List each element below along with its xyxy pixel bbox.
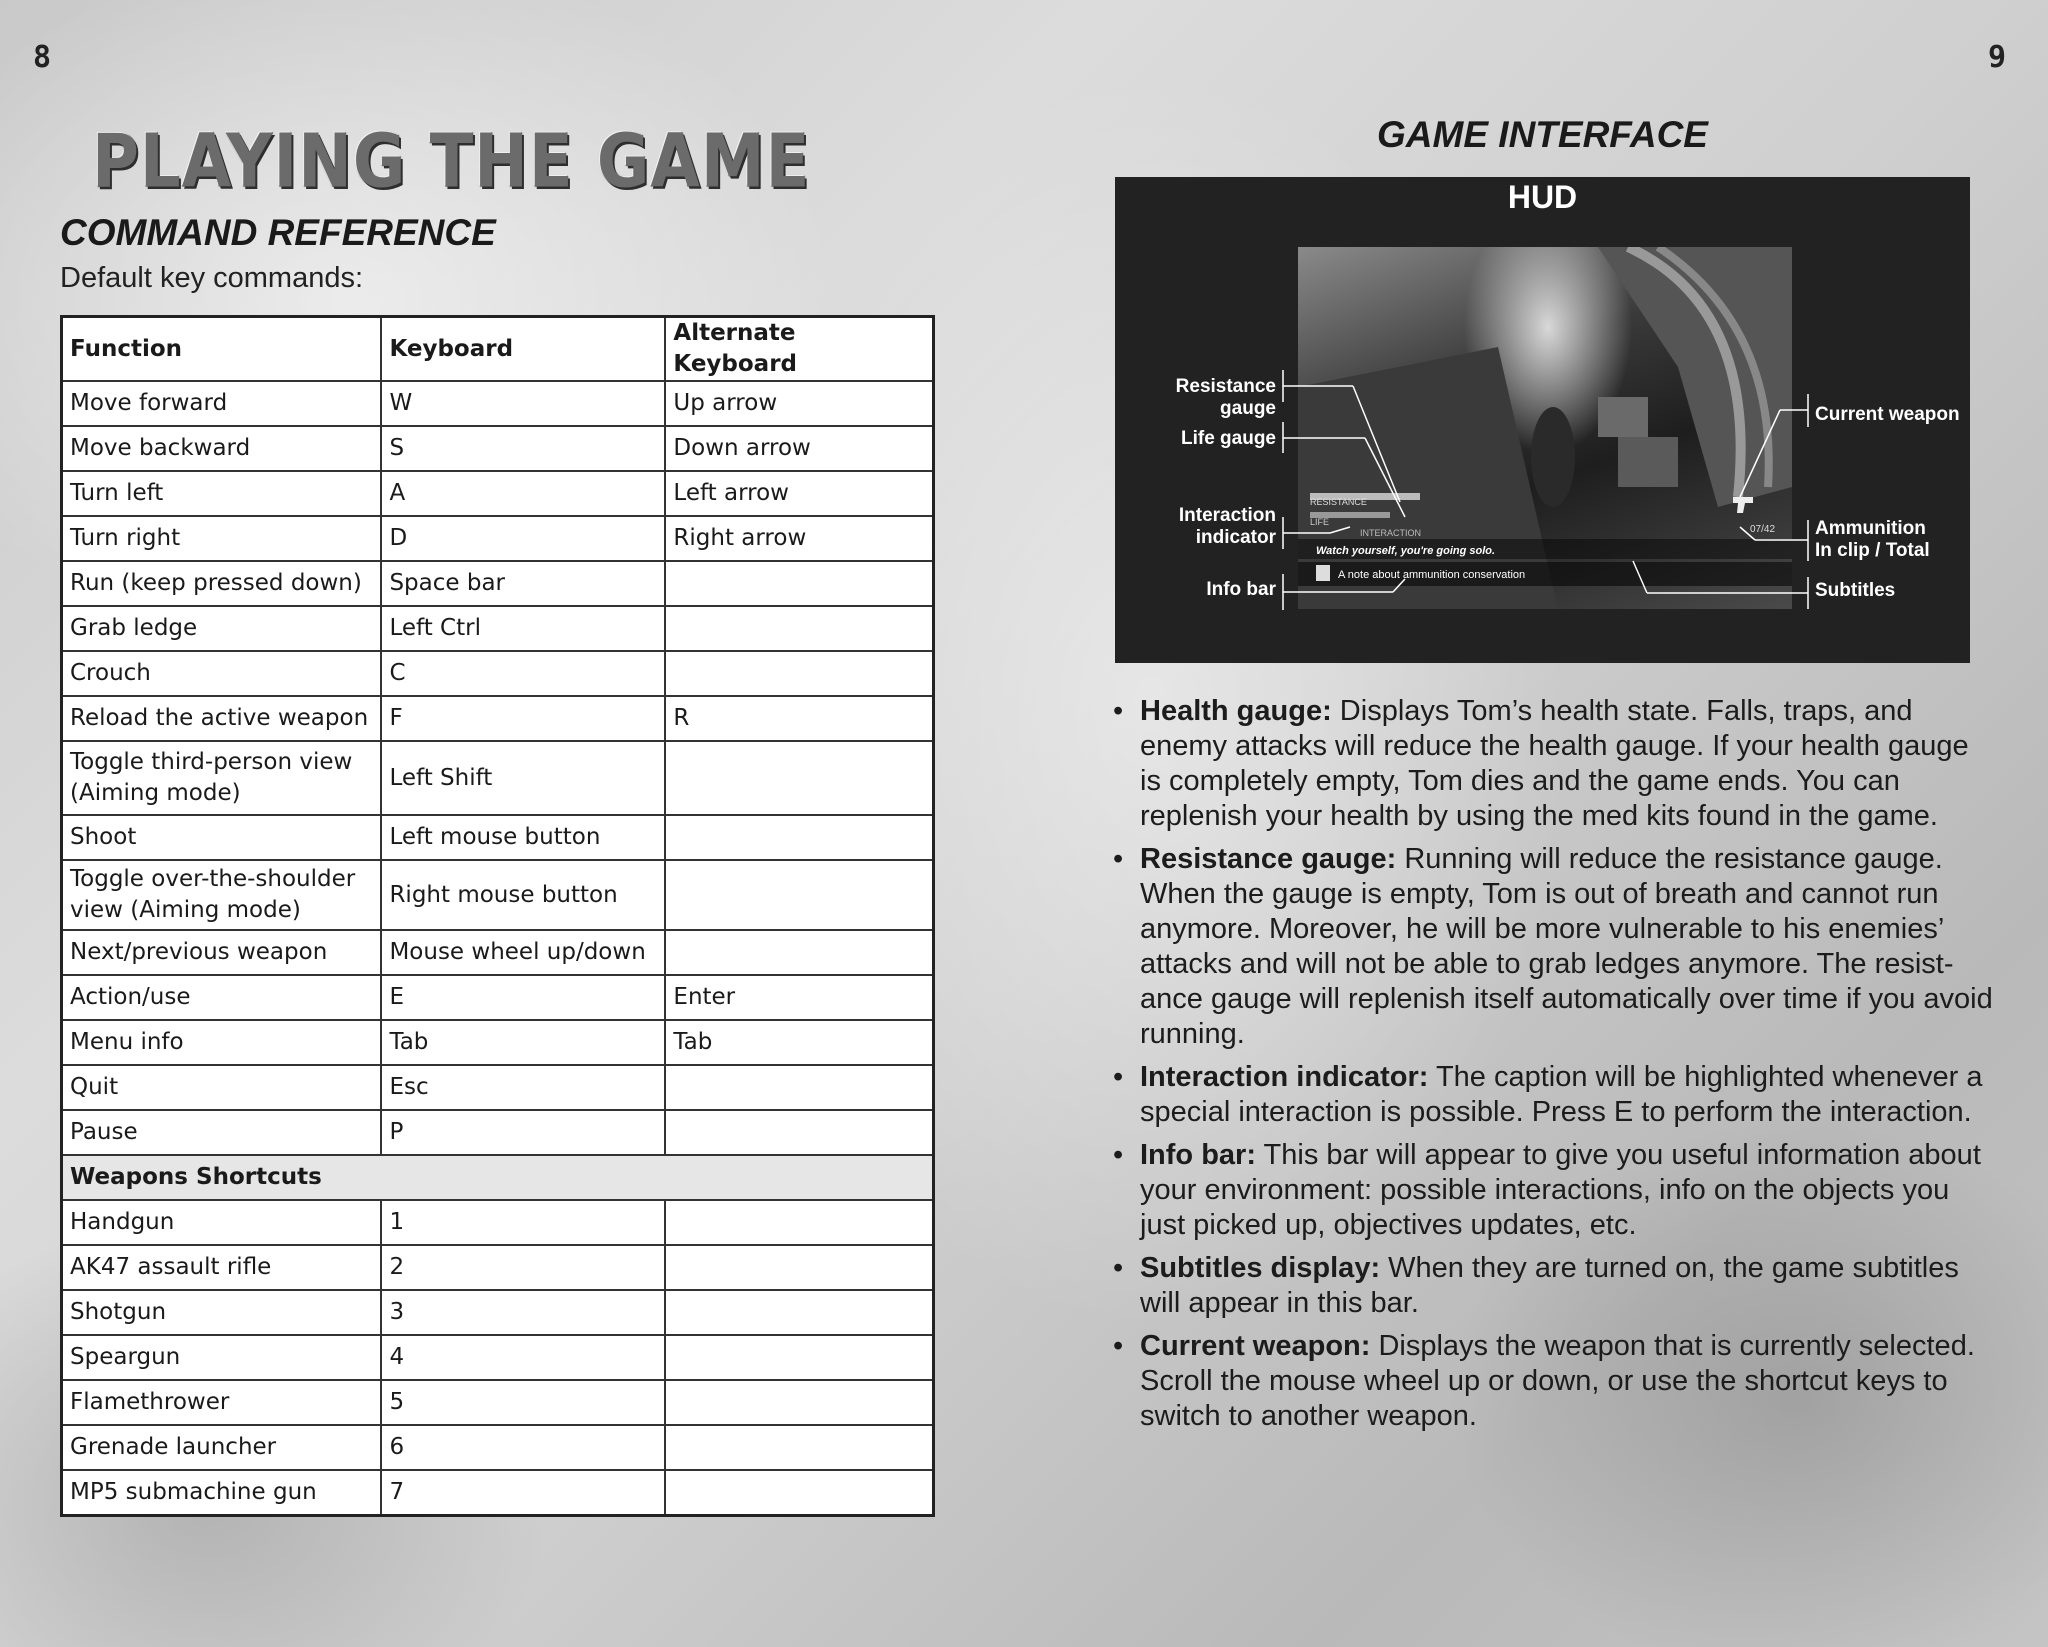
callout-line — [1393, 579, 1405, 592]
hud-label-current-weapon: Current weapon — [1815, 404, 1960, 425]
table-row — [62, 1200, 934, 1245]
cell-keyboard: Left Shift — [381, 741, 665, 815]
cell-keyboard: F — [381, 696, 665, 741]
cell-keyboard: Tab — [381, 1020, 665, 1065]
cell-keyboard: P — [381, 1110, 665, 1155]
table-row — [62, 741, 934, 815]
page-number-left: 8 — [33, 40, 52, 75]
list-item — [1113, 1060, 1993, 1130]
screen-resistance-label: RESISTANCE — [1310, 497, 1367, 507]
callout-line — [1633, 561, 1647, 593]
cell-keyboard: 7 — [381, 1470, 665, 1516]
table-row — [62, 975, 934, 1020]
cell-function: Shoot — [62, 815, 382, 860]
cell-keyboard: A — [381, 471, 665, 516]
cell-keyboard: 4 — [381, 1335, 665, 1380]
header-keyboard: Keyboard — [381, 317, 665, 382]
hud-label-info-bar: Info bar — [1206, 579, 1276, 600]
cell-function: Handgun — [62, 1200, 382, 1245]
table-intro: Default key commands: — [60, 262, 364, 294]
cell-function: AK47 assault rifle — [62, 1245, 382, 1290]
bullet-term: Resistance gauge: — [1140, 843, 1397, 875]
hud-label-resistance-gauge: Resistance gauge — [1175, 376, 1276, 419]
cell-alternate — [665, 1335, 933, 1380]
cell-keyboard: Space bar — [381, 561, 665, 606]
cell-function: Quit — [62, 1065, 382, 1110]
hud-label-subtitles: Subtitles — [1815, 580, 1896, 601]
table-row — [62, 651, 934, 696]
cell-function: Grenade launcher — [62, 1425, 382, 1470]
list-item — [1113, 1251, 1993, 1321]
screen-life-label: LIFE — [1310, 517, 1330, 527]
table-row — [62, 1290, 934, 1335]
cell-function: Action/use — [62, 975, 382, 1020]
cell-alternate — [665, 741, 933, 815]
table-row — [62, 1335, 934, 1380]
cell-alternate — [665, 606, 933, 651]
table-row — [62, 1470, 934, 1516]
table-row — [62, 561, 934, 606]
cell-function: Move forward — [62, 381, 382, 426]
cell-function: Move backward — [62, 426, 382, 471]
cell-function: Turn right — [62, 516, 382, 561]
cell-alternate — [665, 1110, 933, 1155]
cell-alternate — [665, 1290, 933, 1335]
cell-function: Turn left — [62, 471, 382, 516]
table-row — [62, 1020, 934, 1065]
list-item — [1113, 694, 1993, 834]
table-row — [62, 426, 934, 471]
cell-keyboard: 5 — [381, 1380, 665, 1425]
table-row — [62, 1245, 934, 1290]
hud-label-ammunition-1: Ammunition — [1815, 518, 1926, 539]
cell-alternate — [665, 1245, 933, 1290]
screen-subtitle-text: Watch yourself, you're going solo. — [1316, 545, 1496, 557]
bullet-text: When they are turned on, the game subtitles will appear in this bar. — [1140, 1252, 1959, 1319]
table-row — [62, 606, 934, 651]
table-row — [62, 930, 934, 975]
cell-function: Pause — [62, 1110, 382, 1155]
cell-keyboard: D — [381, 516, 665, 561]
page-number-right: 9 — [1988, 40, 2007, 75]
cell-keyboard: 2 — [381, 1245, 665, 1290]
cell-alternate — [665, 860, 933, 930]
callout-line — [1353, 386, 1400, 502]
hud-label-interaction-indicator-1: Interaction — [1178, 505, 1276, 526]
cell-keyboard: Esc — [381, 1065, 665, 1110]
cell-alternate: Right arrow — [665, 516, 933, 561]
section-heading-command-reference: COMMAND REFERENCE — [60, 212, 496, 253]
cell-alternate — [665, 1380, 933, 1425]
cell-alternate: Up arrow — [665, 381, 933, 426]
cell-keyboard: S — [381, 426, 665, 471]
cell-function: Menu info — [62, 1020, 382, 1065]
cell-alternate — [665, 930, 933, 975]
screen-info-text: A note about ammunition conservation — [1338, 569, 1526, 581]
bullet-term: Current weapon: — [1140, 1330, 1371, 1362]
hud-label-life-gauge: Life gauge — [1180, 428, 1276, 449]
cell-alternate: Left arrow — [665, 471, 933, 516]
section-weapons-shortcuts: Weapons Shortcuts — [62, 1155, 934, 1200]
cell-function: Toggle over-the-shoulder view (Aiming mode) — [62, 860, 382, 930]
table-row — [62, 381, 934, 426]
table-section-row — [62, 1155, 934, 1200]
list-item — [1113, 1329, 1993, 1434]
header-alternate-keyboard: Alternate Keyboard — [665, 317, 933, 382]
callout-line — [1330, 527, 1350, 533]
callout-line — [1365, 438, 1405, 517]
cell-keyboard: W — [381, 381, 665, 426]
cell-alternate — [665, 1425, 933, 1470]
bullet-text: The caption will be highlighted whenever a special interaction is possible. Press E to perform the interaction. — [1140, 1061, 1983, 1128]
bullet-term: Info bar: — [1140, 1139, 1256, 1171]
cell-function: MP5 submachine gun — [62, 1470, 382, 1516]
cell-keyboard: Right mouse button — [381, 860, 665, 930]
table-row — [62, 696, 934, 741]
cell-alternate: R — [665, 696, 933, 741]
cell-alternate — [665, 561, 933, 606]
cell-function: Toggle third-person view (Aiming mode) — [62, 741, 382, 815]
hud-label-interaction-indicator-2: indicator — [1195, 527, 1276, 548]
cell-alternate: Down arrow — [665, 426, 933, 471]
bullet-term: Interaction indicator: — [1140, 1061, 1429, 1093]
cell-alternate: Tab — [665, 1020, 933, 1065]
table-row — [62, 860, 934, 930]
cell-alternate — [665, 1470, 933, 1516]
hud-description-list — [1113, 694, 1993, 1442]
callout-line — [1740, 527, 1755, 540]
table-row — [62, 1425, 934, 1470]
cell-function: Shotgun — [62, 1290, 382, 1335]
cell-function: Flamethrower — [62, 1380, 382, 1425]
bullet-term: Health gauge: — [1140, 695, 1332, 727]
cell-alternate — [665, 651, 933, 696]
bullet-text: Running will reduce the resistance gauge. When the gauge is empty, Tom is out of breath and cannot run anymore. Moreover, he will be more vulnerable to his enemies’ attacks and will not be able to grab ledges anymore. The resistance gauge will replenish itself automatically over time if you avoid running. — [1140, 843, 1993, 1050]
table-row — [62, 1110, 934, 1155]
cell-alternate: Enter — [665, 975, 933, 1020]
cell-keyboard: 3 — [381, 1290, 665, 1335]
cell-alternate — [665, 1200, 933, 1245]
command-table — [60, 315, 935, 1517]
page-title: PLAYING THE GAME — [92, 120, 811, 206]
cell-keyboard: C — [381, 651, 665, 696]
table-row — [62, 1380, 934, 1425]
table-row — [62, 815, 934, 860]
table-header-row — [62, 317, 934, 382]
header-function: Function — [62, 317, 382, 382]
bullet-text: Displays the weapon that is currently selected. Scroll the mouse wheel up or down, or use the shortcut keys to switch to another weapon. — [1140, 1330, 1975, 1432]
bullet-text: This bar will appear to give you useful information about your environment: possible interactions, info on the objects you just picked up, objectives updates, etc. — [1140, 1139, 1981, 1241]
hud-label-ammunition-2: In clip / Total — [1815, 540, 1930, 561]
bullet-term: Subtitles display: — [1140, 1252, 1381, 1284]
cell-keyboard: Mouse wheel up/down — [381, 930, 665, 975]
cell-keyboard: Left mouse button — [381, 815, 665, 860]
section-heading-game-interface: GAME INTERFACE — [1377, 114, 1708, 155]
callout-line — [1740, 410, 1780, 497]
table-row — [62, 1065, 934, 1110]
screen-interaction-label: INTERACTION — [1360, 528, 1422, 538]
cell-alternate — [665, 815, 933, 860]
bullet-text: Displays Tom’s health state. Falls, traps, and enemy attacks will reduce the health gauge. If your health gauge is completely empty, Tom dies and the game ends. You can replenish your health by using the med kits found in the game. — [1140, 695, 1969, 832]
table-row — [62, 471, 934, 516]
hud-title: HUD — [1507, 179, 1578, 215]
list-item — [1113, 1138, 1993, 1243]
cell-keyboard: Left Ctrl — [381, 606, 665, 651]
cell-function: Reload the active weapon — [62, 696, 382, 741]
cell-alternate — [665, 1065, 933, 1110]
cell-function: Next/previous weapon — [62, 930, 382, 975]
screen-ammo-count: 07/42 — [1750, 524, 1776, 535]
cell-keyboard: 6 — [381, 1425, 665, 1470]
table-row — [62, 516, 934, 561]
cell-function: Grab ledge — [62, 606, 382, 651]
cell-function: Run (keep pressed down) — [62, 561, 382, 606]
cell-function: Crouch — [62, 651, 382, 696]
list-item — [1113, 842, 1993, 1052]
cell-function: Speargun — [62, 1335, 382, 1380]
cell-keyboard: E — [381, 975, 665, 1020]
cell-keyboard: 1 — [381, 1200, 665, 1245]
